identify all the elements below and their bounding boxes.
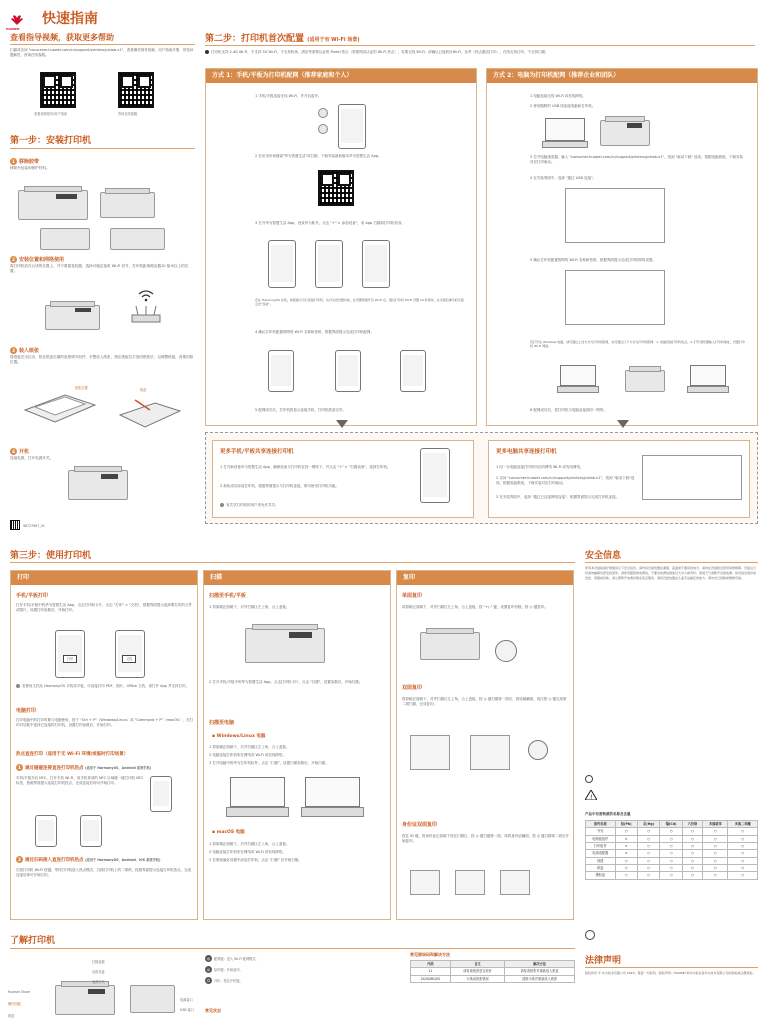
table-cell: ○: [728, 842, 758, 849]
phone-print-image-2: [115, 630, 145, 678]
table-cell: ○: [682, 872, 703, 879]
table-cell: ○: [615, 828, 637, 835]
router-icon: [128, 305, 164, 323]
phone-settings-image: [338, 104, 366, 149]
table-cell: ○: [660, 850, 682, 857]
phone-hotspot-image-2: [80, 815, 102, 847]
share-phone-note: 有共享打印机的用户须允许共享。: [220, 503, 405, 508]
table-header-cell: 镉(Cd): [660, 821, 682, 828]
laptop-image-2: [690, 365, 726, 393]
hazard-table-row: [586, 835, 758, 842]
table-cell: ○: [728, 857, 758, 864]
table-header-row: [411, 961, 575, 968]
divider: [585, 562, 758, 563]
share-pc-title: 更多电脑共享连接打印机: [496, 449, 557, 455]
phone-config-image-1: [268, 350, 294, 392]
table-header-cell: 含义: [450, 961, 504, 968]
table-cell: ○: [728, 872, 758, 879]
method1-note: 若在 HarmonyOS 系统，按照提示可以连接打印机，也可关闭设置功能，在设置界面开启 Wi-Fi 后，通过打印机 Wi-Fi 设置 10 秒等待，在出现后弹出的页面点击"连接"。: [255, 298, 464, 307]
method1-step4: 4 确认打印机配置的网络 Wi-Fi 名称和密码，根据界面提示完成打印机配网。: [255, 330, 374, 334]
arrow-down-icon: [617, 420, 629, 428]
hazard-table: [585, 820, 758, 880]
china-rohs-icon: [585, 930, 595, 940]
copy-sub3: 身份证双面复印: [402, 822, 438, 828]
hazard-table-row: [586, 850, 758, 857]
method1-step2: 2 在应用市场搜索"华为智慧生活"或扫描，下载安装最新版本华为智慧生活 App。: [255, 154, 382, 158]
printer-usb-image: [600, 120, 650, 146]
table-cell: ○: [682, 864, 703, 871]
table-cell: ○: [660, 864, 682, 871]
table-cell: ○: [682, 850, 703, 857]
printer-placement-image: [45, 305, 100, 330]
table-cell: ○: [703, 850, 728, 857]
table-cell: ○: [703, 842, 728, 849]
copy-text2: 将原稿正面朝下，对齐扫描区左上角，合上盖板，按 ◎ 键扫描第一面后，将原稿翻面，再次按 ◎ 键完成第二面扫描，完成复印。: [402, 697, 567, 707]
arrow-down-icon: [336, 420, 348, 428]
faq-table-row: [411, 975, 575, 982]
id-copy-image-1: [410, 870, 440, 895]
id-copy-image-2: [455, 870, 485, 895]
method1-step5: 5 配网成功后，打印机将显示连接手机，打印机准备完毕。: [255, 408, 346, 412]
scan-title: 扫描: [204, 571, 390, 585]
hazard-table-row: [586, 857, 758, 864]
phone-hotspot-image-1: [35, 815, 57, 847]
table-cell: ○: [660, 872, 682, 879]
wifi-icon: [138, 290, 154, 303]
table-cell: 打印组件: [586, 842, 616, 849]
paper-limit-label: 纸张位置: [75, 386, 88, 390]
phone-nfc-image: [150, 776, 172, 812]
table-header-cell: 多溴二苯醚: [728, 821, 758, 828]
divider: [205, 45, 755, 46]
share-pc-line2: 2 访问 "consumer.huawei.com/cn/support/printers/pixlab-x1"，找到 "驱动下载"选项，根据电脑系统，下载安装对应打印驱动。: [496, 476, 635, 486]
table-cell: ○: [660, 828, 682, 835]
share-pc-line3: 3 在安装界面中，选择 "通过已连接网络连接"，根据界面提示完成打印机连接。: [496, 495, 620, 499]
table-header-cell: 解决方法: [505, 961, 575, 968]
table-header-cell: 代码: [411, 961, 451, 968]
label-output-tray: 出纸托盘: [92, 970, 105, 974]
table-cell: 外壳: [586, 828, 616, 835]
table-cell: ○: [728, 864, 758, 871]
printer-tray-image: [110, 228, 165, 250]
step2-title: 第二步：打印机首次配置 (适用于有 Wi-Fi 场景): [205, 34, 360, 44]
faq-table-row: [411, 968, 575, 975]
guide-video-title: 查看指导视频，获取更多帮助: [10, 33, 114, 42]
table-header-cell: 铅(Pb): [615, 821, 637, 828]
table-cell: ○: [660, 842, 682, 849]
copy-text3: 按住 ID 键，将身份证正面朝下放在扫描区，按 ◎ 键扫描第一面，再将身份证翻面，按 ◎ 键扫描第二面后开始复印。: [402, 834, 570, 844]
printer-scan-image: [245, 628, 325, 663]
printer-back-image: [130, 985, 175, 1013]
table-header-cell: 多溴联苯: [703, 821, 728, 828]
phone-app-image-1: [268, 240, 296, 288]
printer-tape-image: [100, 192, 155, 218]
step1-item-2: 2 安装位置和网络使用 将打印机放在合适的位置上，并不要摇晃机器，选择可稳定接收 Wi-Fi 信号，打印机距离路由器10 厘米以上的位置。: [10, 257, 189, 273]
divider: [10, 148, 195, 149]
copy-start-icon: [528, 740, 548, 760]
table-cell: 请检查纸张是否放好: [450, 968, 504, 975]
scan-win-step3: 3 打开电脑中的华为打印机软件，点击 "扫描"，设置扫描参数后，开始扫描。: [209, 761, 329, 765]
scan-text1b: 2 打开手机/平板中的华为智慧生活 App，点击打印机卡片，点击 "扫描"，设置参数后，开始扫描。: [209, 680, 363, 684]
print-sub2: 电脑打印: [16, 708, 37, 714]
table-cell: ○: [615, 872, 637, 879]
print-text2: 打印电脑中的打印时要与电脑使用，按下 "Ctrl + P"（Windows/Linux）或 "Command + P"（macOS），在打印对话框中选择已连接的打印机，设置打印参数后，开始打印。: [16, 718, 194, 728]
legal-text: 版权所有 © 华为技术有限公司 2023。保留一切权利。商标声明：HUAWEI 和华为标识是华为技术有限公司的商标或注册商标。: [585, 971, 756, 975]
huawei-logo: [10, 12, 24, 26]
bluetooth-icon: [318, 124, 328, 134]
phone-app-image-2: [315, 240, 343, 288]
button-power-desc: ⏻ 开机：按住开机键。: [206, 978, 243, 983]
status-title: 常见状态: [205, 1008, 221, 1013]
copy-duplex-image-2: [470, 735, 510, 770]
print-sub3: 热点直连打印（适用于无 Wi-Fi 环境/或临时打印场景）: [16, 752, 129, 757]
copy-sub2: 双面复印: [402, 685, 423, 691]
qr-code-guide[interactable]: [40, 72, 76, 108]
phone-config-image-3: [400, 350, 426, 392]
table-cell: 24/00/BC/E0: [411, 975, 451, 982]
print-sub3b: 2 通过扫码接入直连打印机热点 (适用于 HarmonyOS、Android、iOS 系统手机): [16, 856, 160, 864]
label-control-panel: 操作面板: [8, 1002, 21, 1006]
share-pc-line1: 1 同一台电脑连接打印机所在的网络 Wi-Fi 或有线网络。: [496, 465, 584, 469]
safety-text: 使用本设备前请仔细阅读以下安全信息。请勿将设备放置在潮湿、高温或不通风的地方。请勿在设备附近使用易燃喷雾。设备运行时请勿触摸内部发热部件。请使用随附的电源线，不要对电源线施加过大外力或弯折。雷雨天气请断开设备电源。如设备出现异常发热、冒烟或异味，请立即断开电源并联系售后服务。请将设备放置在儿童无法触及的地方。请勿自行拆卸或维修设备。: [585, 566, 757, 580]
recycle-icon: [585, 775, 593, 783]
tray-image-1: [20, 385, 100, 425]
divider: [585, 967, 758, 968]
table-cell: ×: [615, 835, 637, 842]
table-cell: ○: [615, 857, 637, 864]
qr-label-guide: 查看视频指导/用户指南: [34, 112, 67, 116]
product-code-qr: [10, 520, 20, 530]
step2-intro: 打印机支持 2.4G Wi-Fi，不支持 5G Wi-Fi、不支持机场、酒店等需要认证的 Portal 热点（需要网页认证的 Wi-Fi 热点），若要无线 Wi-Fi，请确认已接收好Wi-Fi，参考《热点激活打印》，在线支持打印，不支持扫描。: [205, 50, 760, 62]
table-cell: ○: [682, 842, 703, 849]
printer-unpack-image: [18, 190, 88, 220]
hazard-table-row: [586, 872, 758, 879]
method2-step1: 1 电脑连接无线 Wi-Fi 或有线网络。: [530, 94, 586, 98]
faq-table: [410, 960, 575, 983]
laptop-image-1: [560, 365, 596, 393]
printer-network-image: [625, 370, 665, 392]
printer-copy-image: [420, 632, 480, 660]
print-text1: 打开手机/平板中的华为智慧生活 App，点击打印机卡片，点击 "打印" > "文档"，根据界面提示选择要打印的文件或图片，设置打印参数后，开始打印。: [16, 603, 192, 613]
table-cell: ○: [703, 835, 728, 842]
laptop-scan-image-2: [305, 777, 360, 817]
copy-text1: 将原稿正面朝下，对齐扫描区左上角，合上盖板，按 "+/-" 键，设置复印份数，按 ◎ 键复印。: [402, 605, 548, 609]
phone-app-image-3: [362, 240, 390, 288]
table-header-row: [586, 821, 758, 828]
scan-win-step1: 1 将原稿正面朝下，对齐扫描区左上角，合上盖板。: [209, 745, 290, 749]
method1-step1: 1 手机/平板连接无线 Wi-Fi，并开启蓝牙。: [255, 94, 322, 98]
qr-code-app[interactable]: [318, 170, 354, 206]
scan-win-title: ▪ Windows/Linux 电脑: [212, 734, 266, 739]
phone-config-image-2: [335, 350, 361, 392]
table-cell: 卡纸或纸张错误: [450, 975, 504, 982]
qr-code-service[interactable]: [118, 72, 154, 108]
table-cell: ○: [703, 828, 728, 835]
button-desc-list: [205, 955, 335, 984]
phone-print-image-1: [55, 630, 85, 678]
phone-share-image: [420, 448, 450, 503]
table-cell: ○: [637, 864, 660, 871]
method2-step3: 3 打开电脑浏览器，输入 "consumer.huawei.com/cn/support/printers/pixlab-x1"，找到 "驱动下载" 选项，根据电脑系统，下载安装对应打印驱动。: [530, 155, 743, 165]
label-usb-port: USB 接口: [180, 1008, 194, 1012]
printer-open-image: [40, 228, 90, 250]
hazard-table-row: [586, 828, 758, 835]
step3-title: 第三步：使用打印机: [10, 551, 92, 561]
label-power-switch: 电源开关: [92, 980, 105, 984]
step1-title: 第一步：安装打印机: [10, 136, 92, 146]
divider: [10, 948, 575, 949]
table-cell: 电路板组件: [586, 835, 616, 842]
table-cell: ○: [637, 842, 660, 849]
print-text3b: 长按打印机 Wi-Fi 按键，等待打印机进入热点模式，扫描打印机上的二维码，按照界面提示连接打印机热点，完成连接后即可开始打印。: [16, 868, 192, 878]
printer-power-image: [68, 470, 128, 500]
label-huawei-share: Huawei Share: [8, 990, 31, 994]
print-button-label[interactable]: 打印: [63, 655, 77, 663]
tray-label: 纸盒: [140, 388, 147, 392]
share-phone-title: 更多手机/平板共享连接打印机: [220, 449, 294, 455]
button-copy-desc: ◎ 复印键：开始复印。: [206, 967, 243, 972]
step1-item-1: 1 移除胶带 移除外包装和保护材料。: [10, 159, 50, 170]
step1-item-4: 4 开机 连接电源，打开电源开关。: [10, 449, 54, 460]
print-text3a: 手机/平板开启 NFC，打开手机 Wi-Fi，用手机背部的 NFC 区域碰一碰打印机 NFC 标签，按照界面提示连接打印机热点，完成连接后即可开始打印。: [16, 776, 144, 786]
table-cell: ×: [615, 850, 637, 857]
table-cell: ○: [637, 857, 660, 864]
print-note1: 若使用文档从 HarmonyOS 手机或平板，可直接打印 PDF、图片、Office 文档，请打开 App 并支持打印。: [16, 684, 194, 698]
table-cell: ○: [637, 872, 660, 879]
button-wifi-desc: ◎ 配网键：进入 Wi-Fi 配网模式。: [206, 956, 259, 961]
divider: [10, 44, 195, 45]
table-cell: ○: [728, 835, 758, 842]
method2-note: 若打开在 Windows 电脑，请可通过上述方式与打印机配网，也可通过以下方式为打印机配网：1. 电脑连接打印机热点。2. 打开浏览器输入打印机地址，设置打印机 Wi-Fi 网络。: [530, 340, 745, 349]
scan-mac-step2: 2 电脑连接打印机所在网络或 Wi-Fi 或有线网络。: [209, 850, 286, 854]
printer-front-image: [55, 985, 115, 1015]
warning-icon: [585, 790, 597, 800]
table-cell: 纸盒: [586, 864, 616, 871]
table-cell: ○: [615, 864, 637, 871]
scan-text1: 1 将原稿正面朝下，对齐扫描区左上角，合上盖板。: [209, 605, 290, 609]
divider: [10, 562, 575, 563]
method2-step5: 5 确认打印机配置的网络 Wi-Fi 名称和密码，根据界面提示完成打印机网络设置。: [530, 258, 656, 262]
brand-text: HUAWEI: [6, 27, 20, 31]
share-phone-line1: 1 打开新设备华为智慧生活 App，确保设备与打印机在同一网络下，并点击 "+" > "扫描设备"，选择打印机。: [220, 465, 391, 469]
copy-sub1: 单面复印: [402, 593, 423, 599]
table-cell: 墨粉盒: [586, 872, 616, 879]
page-title: 快速指南: [42, 11, 98, 27]
guide-video-desc: 扫描或访问 "consumer.huawei.com/cn/support/printers/pixlab-x1"，查看操作指导视频，用户指南手册，常见问题解答，咨询在线客服。: [10, 48, 194, 58]
hazard-table-row: [586, 864, 758, 871]
table-cell: 电源适配器: [586, 850, 616, 857]
copy-duplex-image-1: [410, 735, 450, 770]
step1-item-3: 3 装入纸张 将纸盒完全拉出，按住纸盒后端的宽度调节组件，平整放入纸张，按住纸板拉手放回纸张后，以调整纸板，再推回原位置。: [10, 348, 194, 364]
install-dialog-image: [565, 188, 665, 243]
table-cell: ○: [682, 835, 703, 842]
svg-text:!: !: [590, 794, 593, 800]
hazard-table-title: 产品中有害物质的名称及含量: [585, 812, 631, 816]
share-pc-dialog-image: [642, 455, 742, 500]
method2-step2: 2 使用随附的 USB 线连接电脑和打印机。: [530, 104, 596, 108]
table-cell: ○: [703, 857, 728, 864]
print-sub1: 手机/平板打印: [16, 593, 48, 599]
table-header-cell: 部件名称: [586, 821, 616, 828]
table-cell: ○: [703, 872, 728, 879]
copy-title: 复印: [397, 571, 573, 585]
table-cell: ○: [703, 864, 728, 871]
scan-mac-step1: 1 将原稿正面朝下，对齐扫描区左上角，合上盖板。: [209, 842, 290, 846]
product-code: 96727967_01: [23, 524, 45, 528]
label-scan-cover: 扫描盖板: [92, 960, 105, 964]
method1-step3: 3 打开华为智慧生活 App，登录华为帐号，点击 "+" > 添加设备"，用 App 扫描如打印机机身。: [255, 221, 405, 225]
table-cell: ○: [728, 850, 758, 857]
method2-step4: 4 在安装界面中，选择 "通过 USB 连接"。: [530, 176, 597, 180]
label-power-port: 电源接口: [180, 998, 193, 1002]
table-cell: ○: [637, 835, 660, 842]
table-cell: ○: [728, 828, 758, 835]
print-sub3a: 1 通过碰碰连接直连打印机热点 (适用于 HarmonyOS、Android 系统手机): [16, 764, 151, 772]
laptop-scan-image-1: [230, 777, 285, 817]
scan-mac-step3: 3 在系统偏好设置中添加打印机，点击 "扫描" 后开始扫描。: [209, 858, 302, 862]
laptop-usb-image: [545, 118, 585, 148]
hazard-table-row: [586, 842, 758, 849]
table-cell: ○: [660, 857, 682, 864]
wifi-dialog-image: [565, 270, 665, 325]
print-title: 打印: [11, 571, 197, 585]
table-cell: ○: [682, 857, 703, 864]
table-cell: 请检查纸张并重新放入纸盒: [505, 968, 575, 975]
method2-title: 方式 2：电脑为打印机配网（推荐企业和团队）: [487, 69, 757, 83]
scan-mac-title: ▪ macOS 电脑: [212, 830, 245, 835]
legal-title: 法律声明: [585, 956, 622, 966]
table-cell: ○: [682, 828, 703, 835]
table-cell: 线缆: [586, 857, 616, 864]
wifi-toggle-icon: [318, 108, 328, 118]
copy-button-icon: [495, 640, 517, 662]
scan-win-step2: 2 电脑连接打印机所在网络或 Wi-Fi 或有线网络。: [209, 753, 286, 757]
safety-title: 安全信息: [585, 551, 622, 561]
method2-step6: 6 配网成功后，将打印机与电脑连接到同一网络。: [530, 408, 607, 412]
know-title: 了解打印机: [10, 936, 56, 946]
table-cell: 11: [411, 968, 451, 975]
qr-label-service: 咨询在线客服: [118, 112, 138, 116]
table-cell: ○: [637, 850, 660, 857]
document-button-label[interactable]: 文档: [122, 655, 136, 663]
faq-title: 常见错误码和解决方法: [410, 952, 450, 957]
scan-sub2: 扫描至电脑: [209, 720, 235, 726]
table-header-cell: 汞(Hg): [637, 821, 660, 828]
table-cell: ○: [637, 828, 660, 835]
share-phone-line2: 2 新机成功添加打印机，根据界面提示与打印机连接，即可使用打印机功能。: [220, 484, 339, 488]
id-copy-image-3: [500, 870, 530, 895]
table-cell: ○: [660, 835, 682, 842]
table-cell: 清除卡纸并重新放入纸张: [505, 975, 575, 982]
tray-image-2: [115, 395, 185, 430]
label-tray: 纸盒: [8, 1014, 15, 1018]
method1-title: 方式 1：手机/平板为打印机配网（推荐家庭和个人）: [206, 69, 476, 83]
table-header-cell: 六价铬: [682, 821, 703, 828]
scan-sub1: 扫描至手机/平板: [209, 593, 246, 599]
table-cell: ×: [615, 842, 637, 849]
